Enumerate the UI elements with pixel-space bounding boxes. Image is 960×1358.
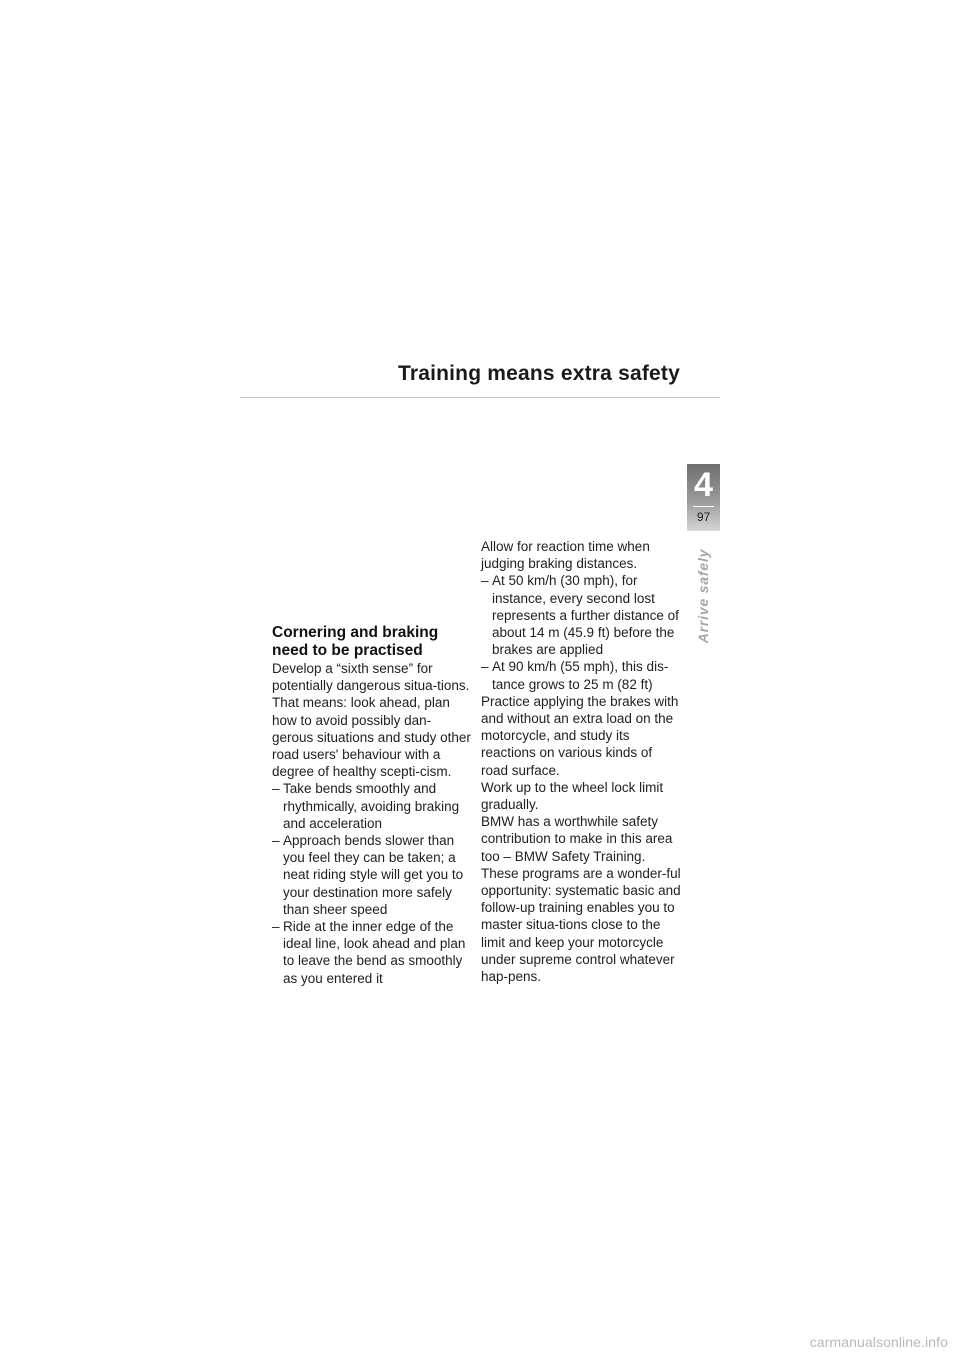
section-side-label: Arrive safely bbox=[695, 548, 711, 644]
list-item: – Take bends smoothly and rhythmically, avoiding braking and acceleration bbox=[272, 780, 472, 832]
left-column bbox=[272, 624, 472, 987]
safety-training-paragraph: BMW has a worthwhile safety contribution to make in this area too – BMW Safety Training. These programs are a wonder-ful opportunity: systematic basic and follow-up training enables you to master situa-tions close to the limit and keep your motorcycle under supreme control whatever hap-pens. bbox=[481, 814, 681, 985]
wheel-lock-paragraph: Work up to the wheel lock limit gradually. bbox=[481, 779, 664, 813]
cornering-tips-list bbox=[272, 780, 472, 986]
list-item: – Approach bends slower than you feel they can be taken; a neat riding style will get you to your destination more safely than sheer speed bbox=[272, 832, 472, 918]
page-title: Training means extra safety bbox=[397, 362, 680, 385]
braking-practice-paragraph: Practice applying the brakes with and without an extra load on the motorcycle, and study its reactions on various kinds of road surface. bbox=[481, 693, 679, 778]
watermark-text: carmanualsonline.info bbox=[809, 1334, 948, 1350]
list-item: – At 50 km/h (30 mph), for instance, every second lost represents a further distance of about 14 m (45.9 ft) before the brakes are applied bbox=[481, 572, 681, 658]
page-number: 97 bbox=[696, 510, 711, 524]
intro-paragraph: Develop a “sixth sense” for potentially dangerous situa-tions. That means: look ahead, plan how to avoid possibly dan-gerous situations and study other road users' behaviour with a degree of healthy scepti-cism. bbox=[272, 661, 471, 780]
chapter-divider bbox=[693, 506, 714, 507]
reaction-time-paragraph: Allow for reaction time when judging braking distances. bbox=[481, 539, 650, 572]
chapter-tab bbox=[687, 464, 720, 531]
section-heading: Cornering and braking need to be practised bbox=[272, 624, 439, 659]
title-divider bbox=[240, 397, 720, 398]
list-item: – Ride at the inner edge of the ideal line, look ahead and plan to leave the bend as smoothly as you entered it bbox=[272, 918, 472, 987]
braking-distance-list bbox=[481, 572, 681, 692]
right-column bbox=[481, 538, 681, 985]
chapter-number: 4 bbox=[694, 466, 713, 504]
list-item: – At 90 km/h (55 mph), this dis-tance grows to 25 m (82 ft) bbox=[481, 658, 681, 692]
